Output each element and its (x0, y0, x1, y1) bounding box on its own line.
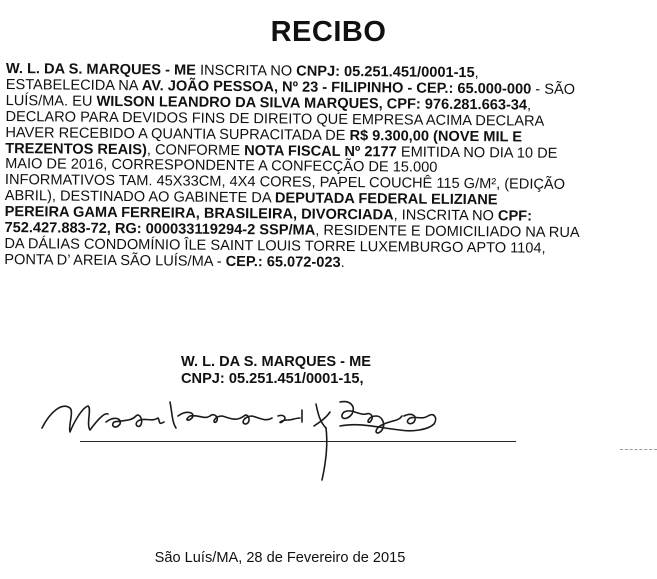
bold-text-segment: AV. JOÃO PESSOA, Nº 23 - FILIPINHO - CEP.: 65.000-000 (141, 78, 532, 98)
text-segment: . (340, 254, 345, 271)
handwritten-signature (40, 382, 480, 482)
signature-company: W. L. DA S. MARQUES - ME (181, 354, 371, 370)
text-segment: DA DÁLIAS CONDOMÍNIO ÎLE SAINT LOUIS TORRE LUXEMBURGO APTO 1104, (4, 235, 546, 257)
text-segment: ESTABELECIDA NA (5, 76, 142, 95)
text-segment: PONTA D’ AREIA SÃO LUÍS/MA - (4, 251, 226, 270)
bold-text-segment: 752.427.883-72, RG: 000033119294-2 SSP/MA (4, 220, 316, 239)
bold-text-segment: CEP.: 65.072-023 (225, 253, 341, 271)
receipt-body (4, 62, 606, 274)
text-segment: INFORMATIVOS TAM. 45X33CM, 4X4 CORES, PAPEL COUCHÊ 115 G/M², (EDIÇÃO (4, 172, 566, 194)
text-segment: DECLARO PARA DEVIDOS FINS DE DIREITO QUE EMPRESA ACIMA DECLARA (5, 108, 545, 130)
text-segment: , INSCRITA NO (393, 207, 499, 225)
scan-edge-mark (620, 449, 657, 451)
signature-line (80, 441, 516, 442)
document-date: São Luís/MA, 28 de Fevereiro de 2015 (154, 550, 406, 566)
text-segment: , (474, 65, 479, 82)
text-segment: INSCRITA NO (195, 62, 297, 80)
text-segment: , RESIDENTE E DOMICILIADO NA RUA (315, 222, 580, 242)
bold-text-segment: DEPUTADA FEDERAL ELIZIANE (274, 190, 498, 209)
text-segment: HAVER RECEBIDO A QUANTIA SUPRACITADA DE (5, 124, 350, 144)
document-title: RECIBO (270, 16, 387, 48)
text-segment: , CONFORME (146, 141, 245, 159)
bold-text-segment: W. L. DA S. MARQUES - ME (5, 61, 197, 79)
text-segment: EMITIDA NO DIA 10 DE (396, 143, 558, 162)
text-segment: ABRIL), DESTINADO AO GABINETE DA (4, 188, 275, 207)
signature-cnpj: CNPJ: 05.251.451/0001-15, (181, 371, 364, 387)
text-segment: MAIO DE 2016, CORRESPONDENTE A CONFECÇÃO DE 15.000 (5, 156, 438, 177)
bold-text-segment: TREZENTOS REAIS) (5, 140, 147, 158)
bold-text-segment: NOTA FISCAL Nº 2177 (244, 142, 397, 160)
bold-text-segment: PEREIRA GAMA FERREIRA, BRASILEIRA, DIVORCIADA (4, 204, 394, 224)
text-segment: - SÃO (531, 81, 576, 98)
bold-text-segment: WILSON LEANDRO DA SILVA MARQUES, CPF: 976.281.663-34 (96, 93, 528, 114)
bold-text-segment: CNPJ: 05.251.451/0001-15 (296, 63, 475, 82)
bold-text-segment: R$ 9.300,00 (NOVE MIL E (349, 127, 523, 146)
text-segment: , (527, 97, 532, 114)
text-segment: LUÍS/MA. EU (5, 92, 97, 110)
bold-text-segment: CPF: (497, 208, 533, 225)
